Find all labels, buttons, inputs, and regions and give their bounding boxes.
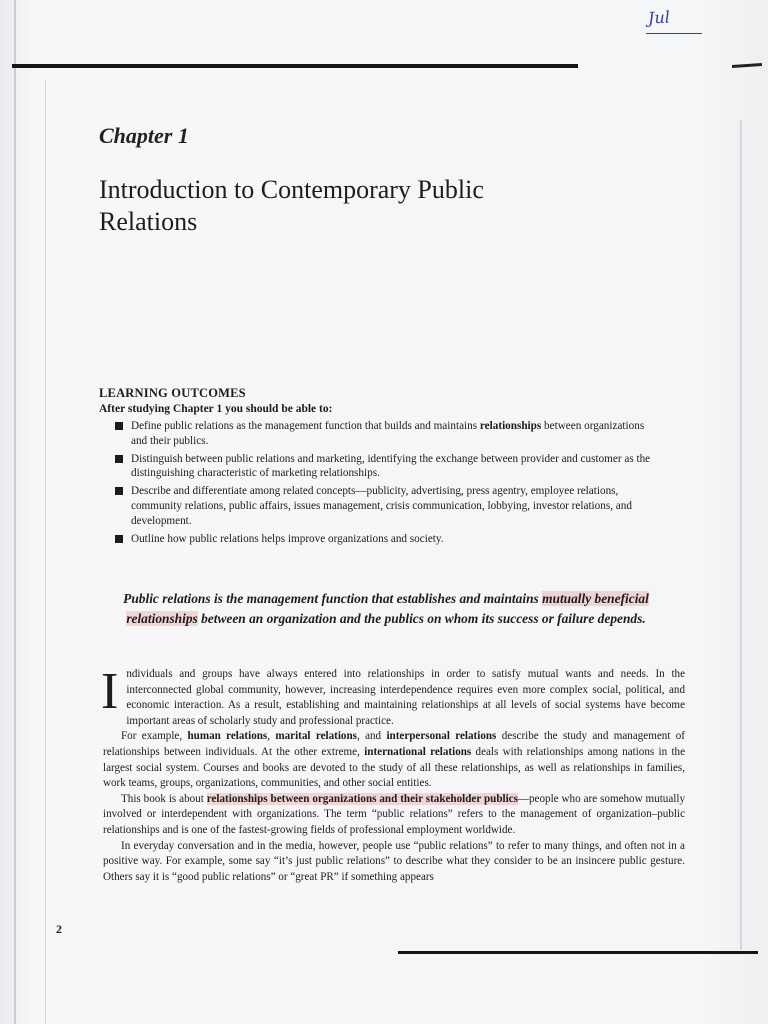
paragraph-1: Individuals and groups have always entered into relationships in order to satisfy mutual wants and needs. In the interconnected global community, however, increasing interdependence requires even more complex social, political, and economic interaction. As a result, establishing and maintaining relationships at all levels of social systems have become important areas of scholarly study and professional practice. [101, 663, 685, 727]
square-bullet-icon [115, 455, 123, 463]
paragraph-2: For example, human relations, marital relations, and interpersonal relations describe the study and management of relationships between individuals. At the other extreme, international relations deals with relationships among nations in the largest social system. Courses and books are devoted to the study of all these relationships, as well as relationships in families, work teams, groups, organizations, communities, and other social entities. [103, 730, 685, 790]
paragraph-4: In everyday conversation and in the media, however, people use “public relations” to refer to many things, and often not in a positive way. For example, some say “it’s just public relations” to describe what they consider to be an insincere public gesture. Others say it is “good public relations” or “great PR” if something appears [103, 839, 685, 883]
learning-outcome-item: Define public relations as the management function that builds and maintains relationships between organizations and their publics. [115, 419, 660, 449]
learning-outcome-item: Describe and differentiate among related concepts—publicity, advertising, press agentry, employee relations, community relations, public affairs, issues management, crisis communication, lobbying, investor relations, and development. [115, 484, 660, 528]
chapter-title: Introduction to Contemporary Public Relations [99, 175, 484, 236]
top-rule [12, 64, 578, 68]
paragraph-3: This book is about relationships between organizations and their stakeholder publics—people who are somehow mutually involved or interdependent with organizations. The term “public relations” refers to the management of organization–public relationships and is one of the fastest-growing fields of professional employment worldwide. [103, 792, 685, 836]
chapter-label: Chapter 1 [99, 123, 189, 148]
learning-outcomes-heading: LEARNING OUTCOMES [99, 386, 246, 400]
top-right-rule-fragment [732, 63, 762, 68]
learning-outcome-item: Outline how public relations helps improve organizations and society. [115, 532, 660, 547]
handwritten-initials: Jul [647, 7, 671, 28]
page-gutter-line [45, 80, 46, 1024]
drop-cap: I [101, 663, 119, 720]
learning-outcome-item: Distinguish between public relations and marketing, identifying the exchange between provider and customer as the distinguishing characteristic of marketing relationships. [115, 452, 660, 482]
square-bullet-icon [115, 535, 123, 543]
learning-outcomes-list [115, 419, 660, 549]
square-bullet-icon [115, 487, 123, 495]
page-right-edge [740, 120, 742, 950]
definition-quote: Public relations is the management function that establishes and maintains mutually beneficial relationships between an organization and the publics on whom its success or failure depends. [123, 591, 649, 626]
bottom-rule [398, 951, 758, 954]
learning-outcomes-intro: After studying Chapter 1 you should be able to: [99, 403, 333, 415]
handwritten-underline [646, 33, 702, 34]
book-spine-shadow [14, 0, 16, 1024]
page-number: 2 [56, 922, 62, 936]
body-text [101, 663, 685, 885]
square-bullet-icon [115, 422, 123, 430]
highlighted-phrase: relationships between organizations and their stakeholder publics [206, 792, 518, 805]
highlighted-phrase: mutually beneficial relationships [126, 591, 649, 626]
